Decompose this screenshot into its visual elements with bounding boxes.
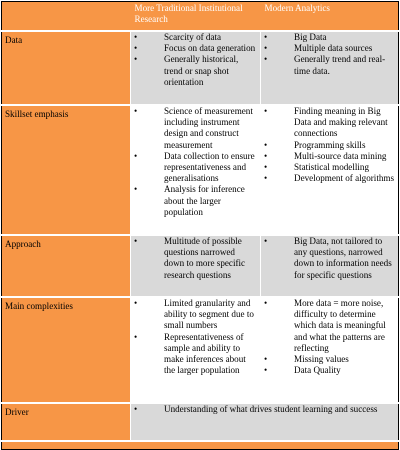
- bullet-icon: •: [134, 106, 138, 116]
- modern-list: [264, 236, 395, 281]
- list-item: [264, 365, 395, 376]
- list-item-text: Development of algorithms: [294, 173, 395, 184]
- bullet-icon: •: [264, 298, 268, 308]
- traditional-list: [134, 298, 257, 376]
- modern-list: [264, 32, 395, 77]
- footer-cell: [131, 441, 261, 449]
- bullet-icon: •: [264, 236, 268, 246]
- list-item: [264, 173, 395, 184]
- list-item: [264, 140, 395, 151]
- modern-list: [264, 298, 395, 376]
- footer-cell: [261, 441, 399, 449]
- list-item: [134, 184, 257, 218]
- traditional-list: [134, 236, 257, 281]
- list-item-text: Focus on data generation: [164, 43, 256, 54]
- table-row: [2, 105, 399, 235]
- list-item: [264, 354, 395, 365]
- comparison-table: [1, 1, 399, 450]
- list-item: [134, 404, 395, 415]
- list-item-text: Scarcity of data: [164, 32, 222, 42]
- list-item: [134, 332, 257, 377]
- list-item-text: Missing values: [294, 354, 349, 365]
- list-item-text: Statistical modelling: [294, 162, 370, 173]
- list-item: [134, 236, 257, 281]
- row-label: Main complexities: [2, 297, 131, 403]
- list-item-text: Science of measurement including instrument design and construct measurement: [164, 106, 253, 150]
- row-label: Skillset emphasis: [2, 105, 131, 235]
- bullet-icon: •: [264, 365, 268, 376]
- bullet-icon: •: [134, 54, 138, 65]
- bullet-icon: •: [134, 184, 138, 195]
- header-empty-cell: [2, 2, 131, 32]
- footer-row: [2, 441, 399, 449]
- bullet-icon: •: [264, 54, 268, 65]
- list-item-text: More data = more noise, difficulty to determine which data is meaningful and what the patterns are reflecting: [294, 298, 386, 353]
- list-item: [134, 106, 257, 151]
- list-item-text: Data collection to ensure representativeness and generalisations: [164, 150, 255, 184]
- list-item: [264, 236, 395, 281]
- list-item-text: Data Quality: [294, 365, 341, 376]
- merged-list: [134, 404, 395, 415]
- table-row: [2, 297, 399, 403]
- bullet-icon: •: [134, 404, 138, 414]
- list-item-text: Programming skills: [294, 139, 366, 150]
- traditional-cell: [131, 297, 261, 403]
- list-item-text: Analysis for inference about the larger population: [164, 184, 245, 217]
- list-item: [264, 32, 395, 43]
- bullet-icon: •: [134, 331, 138, 342]
- bullet-icon: •: [264, 162, 268, 173]
- list-item-text: Representativeness of sample and ability to make inferences about the larger population: [164, 331, 246, 376]
- header-modern: Modern Analytics: [261, 2, 399, 32]
- bullet-icon: •: [264, 106, 268, 116]
- bullet-icon: •: [264, 150, 268, 161]
- list-item-text: Multiple data sources: [294, 43, 373, 54]
- footer-cell: [2, 441, 131, 449]
- list-item-text: Limited granularity and ability to segment due to small numbers: [164, 298, 254, 331]
- list-item-text: Multitude of possible questions narrowed down to more specific research questions: [164, 236, 246, 280]
- bullet-icon: •: [264, 139, 268, 150]
- list-item: [134, 54, 257, 88]
- modern-cell: [261, 31, 399, 105]
- bullet-icon: •: [264, 32, 268, 42]
- bullet-icon: •: [134, 32, 138, 42]
- modern-cell: [261, 105, 399, 235]
- traditional-cell: [131, 235, 261, 297]
- bullet-icon: •: [264, 43, 268, 54]
- list-item-text: Understanding of what drives student learning and success: [164, 404, 378, 414]
- list-item: [264, 43, 395, 54]
- list-item-text: Multi-source data mining: [294, 150, 387, 161]
- row-label: Approach: [2, 235, 131, 297]
- list-item-text: Big Data: [294, 32, 327, 42]
- list-item: [134, 151, 257, 185]
- header-traditional: More Traditional Institutional Research: [131, 2, 261, 32]
- modern-cell: [261, 297, 399, 403]
- list-item-text: Generally historical, trend or snap shot orientation: [164, 54, 239, 87]
- traditional-list: [134, 106, 257, 218]
- modern-cell: [261, 235, 399, 297]
- traditional-list: [134, 32, 257, 88]
- header-row: [2, 2, 399, 32]
- table-row: [2, 31, 399, 105]
- row-label: Driver: [2, 403, 131, 441]
- table-row: [2, 235, 399, 297]
- bullet-icon: •: [134, 236, 138, 246]
- traditional-cell: [131, 105, 261, 235]
- bullet-icon: •: [264, 354, 268, 365]
- list-item-text: Big Data, not tailored to any questions, narrowed down to information needs for specific questions: [294, 236, 392, 280]
- bullet-icon: •: [264, 173, 268, 184]
- list-item: [264, 162, 395, 173]
- list-item-text: Finding meaning in Big Data and making relevant connections: [294, 106, 388, 139]
- list-item: [134, 32, 257, 43]
- list-item: [264, 106, 395, 140]
- list-item: [134, 298, 257, 332]
- list-item: [264, 298, 395, 354]
- traditional-cell: [131, 31, 261, 105]
- modern-list: [264, 106, 395, 184]
- list-item: [264, 54, 395, 76]
- bullet-icon: •: [134, 298, 138, 308]
- list-item-text: Generally trend and real-time data.: [294, 54, 386, 76]
- table-row: [2, 403, 399, 441]
- merged-cell: [131, 403, 399, 441]
- bullet-icon: •: [134, 43, 138, 54]
- row-label: Data: [2, 31, 131, 105]
- list-item: [134, 43, 257, 54]
- bullet-icon: •: [134, 150, 138, 161]
- list-item: [264, 151, 395, 162]
